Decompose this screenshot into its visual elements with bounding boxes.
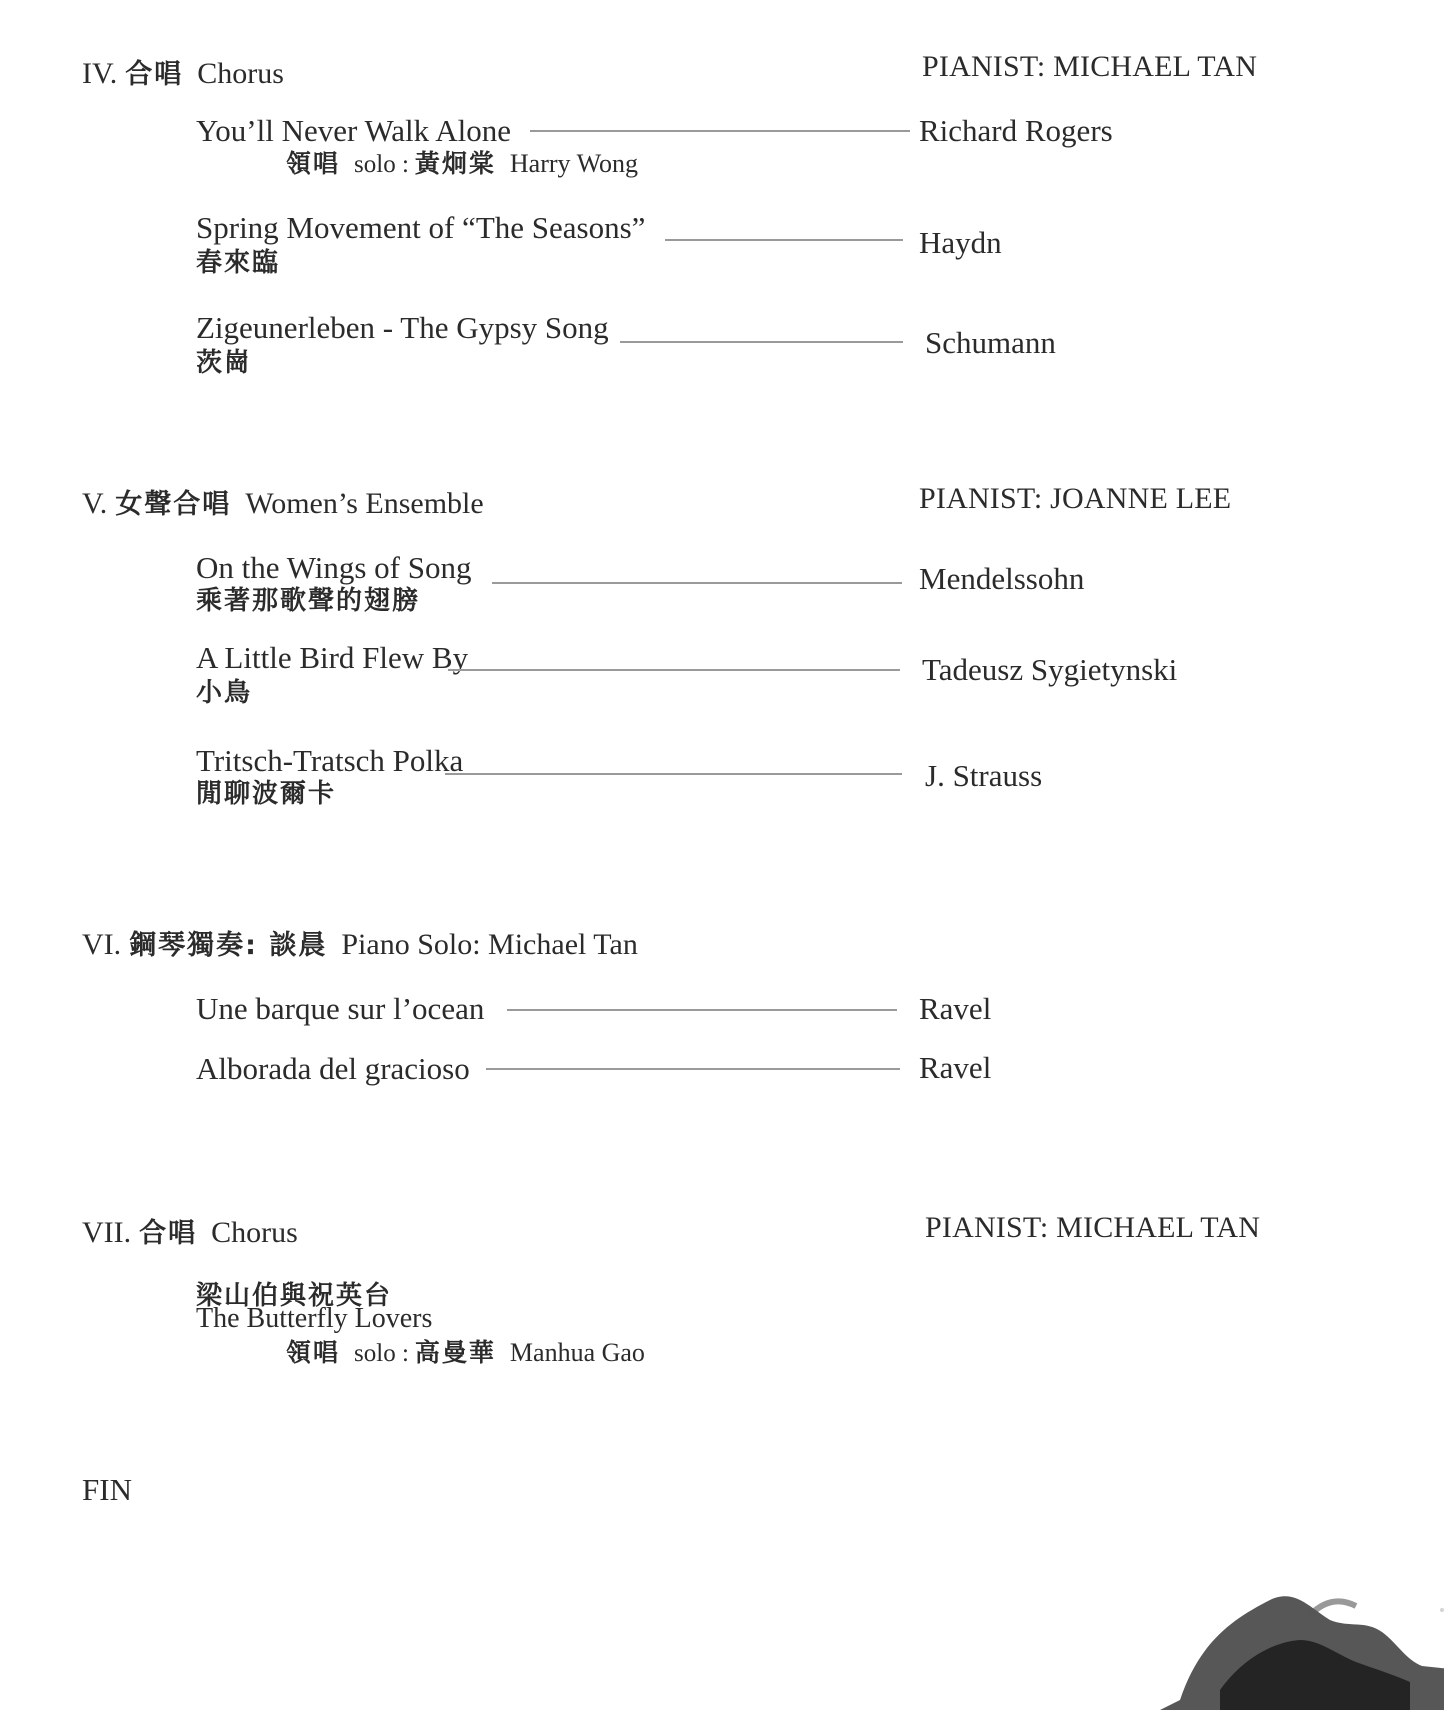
piece-subtitle-zh: 小鳥 xyxy=(196,678,253,708)
solo-label-en: solo : xyxy=(354,1340,409,1367)
section-numeral: VII. xyxy=(82,1216,132,1249)
ink-brush-decoration xyxy=(1160,1570,1444,1710)
piece-composer: Schumann xyxy=(925,325,1056,360)
piece-subtitle-zh: 乘著那歌聲的翅膀 xyxy=(196,586,421,616)
pianist-credit: PIANIST: MICHAEL TAN xyxy=(925,1211,1261,1244)
piece-title: Une barque sur l’ocean xyxy=(196,991,485,1026)
leader-rule xyxy=(486,1068,900,1070)
soloist-name-zh: 黃炯棠 xyxy=(414,149,496,178)
section-numeral: IV. xyxy=(82,57,118,90)
leader-rule xyxy=(530,130,910,132)
solo-credit xyxy=(286,1333,645,1369)
leader-rule xyxy=(665,239,903,241)
piece-subtitle-zh: 閒聊波爾卡 xyxy=(196,779,337,809)
section-title-en: Women’s Ensemble xyxy=(245,487,484,520)
piece-subtitle-zh: 茨崗 xyxy=(196,348,253,378)
section-heading-v xyxy=(82,482,484,521)
leader-rule xyxy=(507,1009,897,1011)
piece-title: Zigeunerleben - The Gypsy Song xyxy=(196,310,609,345)
pianist-credit: PIANIST: MICHAEL TAN xyxy=(922,50,1258,83)
section-numeral: VI. xyxy=(82,928,122,961)
piece-composer: J. Strauss xyxy=(925,758,1043,793)
soloist-name-en: Harry Wong xyxy=(509,149,639,178)
piece-title: Tritsch-Tratsch Polka xyxy=(196,743,464,778)
piece-title: Alborada del gracioso xyxy=(196,1051,470,1086)
solo-credit xyxy=(286,144,638,180)
piece-composer: Richard Rogers xyxy=(919,113,1113,148)
section-title-en: Chorus xyxy=(197,57,284,90)
pianist-credit: PIANIST: JOANNE LEE xyxy=(919,482,1232,515)
piece-composer: Haydn xyxy=(919,225,1002,260)
piece-title: On the Wings of Song xyxy=(196,550,472,585)
piece-subtitle-zh: 春來臨 xyxy=(196,248,281,278)
section-title-en: Chorus xyxy=(211,1216,298,1249)
section-title-zh: 合唱 xyxy=(125,59,184,90)
leader-rule xyxy=(448,669,900,671)
piece-composer: Tadeusz Sygietynski xyxy=(922,652,1178,687)
piece-composer: Ravel xyxy=(919,991,992,1026)
solo-label-zh: 領唱 xyxy=(286,1338,341,1367)
section-heading-vi xyxy=(82,923,638,962)
section-title-zh: 鋼琴獨奏: 談晨 xyxy=(129,930,328,961)
piece-composer: Ravel xyxy=(919,1050,992,1085)
solo-label-zh: 領唱 xyxy=(286,149,341,178)
fin-mark: FIN xyxy=(82,1472,132,1507)
piece-title: A Little Bird Flew By xyxy=(196,640,469,675)
leader-rule xyxy=(620,341,903,343)
section-heading-vii xyxy=(82,1211,298,1250)
leader-rule xyxy=(445,773,902,775)
soloist-name-en: Manhua Gao xyxy=(509,1338,645,1367)
section-numeral: V. xyxy=(82,487,108,520)
soloist-name-zh: 高曼華 xyxy=(414,1338,496,1367)
solo-label-en: solo : xyxy=(354,151,409,178)
piece-title-zh: 梁山伯與祝英台 xyxy=(196,1281,393,1311)
section-title-en: Piano Solo: Michael Tan xyxy=(341,928,638,961)
piece-composer: Mendelssohn xyxy=(919,561,1085,596)
leader-rule xyxy=(492,582,902,584)
section-title-zh: 女聲合唱 xyxy=(115,489,232,520)
piece-title: The Butterfly Lovers xyxy=(196,1303,433,1334)
piece-title: You’ll Never Walk Alone xyxy=(196,113,511,148)
section-title-zh: 合唱 xyxy=(139,1218,198,1249)
piece-title: Spring Movement of “The Seasons” xyxy=(196,210,646,245)
section-heading-iv xyxy=(82,52,284,91)
